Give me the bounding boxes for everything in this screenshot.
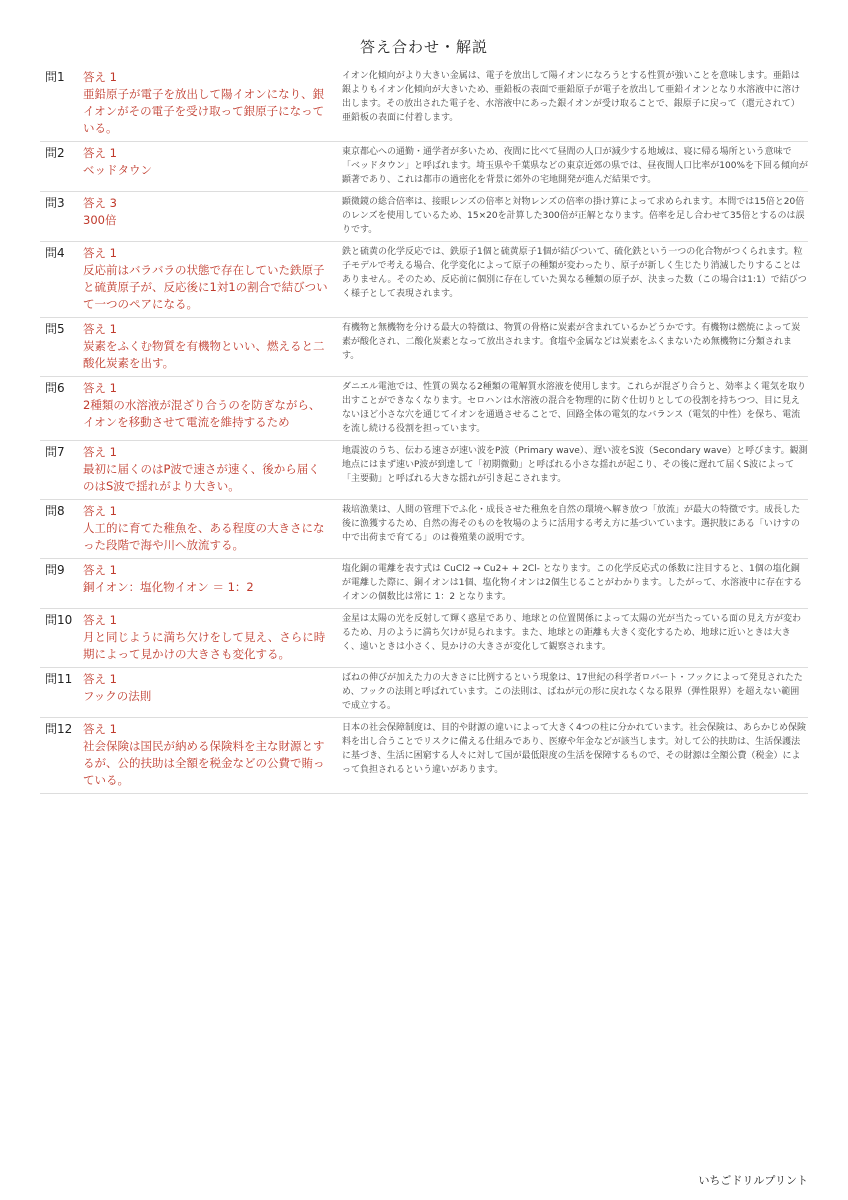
- answer-row: [40, 66, 808, 142]
- answer-label: 答え 1: [83, 70, 117, 84]
- answer-cell: [83, 671, 342, 713]
- question-number: 問7: [45, 445, 65, 459]
- answer-row: [40, 441, 808, 500]
- question-number: 問11: [45, 672, 73, 686]
- answer-label: 答え 1: [83, 322, 117, 336]
- explanation-text: 地震波のうち、伝わる速さが速い波をP波（Primary wave）、遅い波をS波（Secondary wave）と呼びます。観測地点にはまず速いP波が到達して「初期微動」と呼ばれる小さな揺れが起こり、その後に遅れて届くS波によって「主要動」と呼ばれる大きな揺れが引き起こされます。: [342, 446, 808, 484]
- answer-text: 月と同じように満ち欠けをして見え、さらに時期によって見かけの大きさも変化する。: [83, 630, 326, 661]
- answer-text: ベッドタウン: [83, 163, 152, 177]
- question-number: 問8: [45, 504, 65, 518]
- answer-label: 答え 1: [83, 672, 117, 686]
- page-title: 答え合わせ・解説: [359, 38, 488, 56]
- answer-cell: [83, 321, 342, 372]
- answer-table: [40, 66, 808, 794]
- question-number: 問3: [45, 196, 65, 210]
- explanation-text: 有機物と無機物を分ける最大の特徴は、物質の骨格に炭素が含まれているかどうかです。有機物は燃焼によって炭素が酸化され、二酸化炭素となって放出されます。食塩や金属などは炭素をふくまないため無機物に分類されます。: [342, 323, 801, 361]
- answer-row: [40, 318, 808, 377]
- answer-cell: [83, 612, 342, 663]
- answer-row: [40, 559, 808, 609]
- answer-row: [40, 242, 808, 318]
- answer-text: 2種類の水溶液が混ざり合うのを防ぎながら、イオンを移動させて電流を維持するため: [83, 398, 321, 429]
- answer-cell: [83, 69, 342, 137]
- answer-row: [40, 668, 808, 718]
- answer-label: 答え 1: [83, 146, 117, 160]
- answer-row: [40, 192, 808, 242]
- footer-brand: いちごドリルプリント: [698, 1174, 808, 1187]
- answer-text: 銅イオン：塩化物イオン ＝ 1：2: [83, 580, 254, 594]
- explanation-text: ばねの伸びが加えた力の大きさに比例するという現象は、17世紀の科学者ロバート・フックによって発見されたため、フックの法則と呼ばれています。この法則は、ばねが元の形に戻れなくなる限界（弾性限界）を超えない範囲で成立する。: [342, 673, 803, 711]
- explanation-text: イオン化傾向がより大きい金属は、電子を放出して陽イオンになろうとする性質が強いことを意味します。亜鉛は銀よりもイオン化傾向が大きいため、亜鉛板の表面で亜鉛原子が電子を放出して亜鉛イオンとなり水溶液中に溶け出します。その放出された電子を、水溶液中にあった銀イオンが受け取ることで、銀原子に戻って（還元されて）亜鉛板の表面に付着します。: [342, 71, 801, 123]
- answer-cell: [83, 721, 342, 789]
- explanation-text: 塩化銅の電離を表す式は CuCl2 → Cu2+ + 2Cl- となります。この化学反応式の係数に注目すると、1個の塩化銅が電離した際に、銅イオンは1個、塩化物イオンは2個生じることがわかります。したがって、水溶液中に存在するイオンの個数比は常に 1：2 となります。: [342, 564, 803, 602]
- answer-text: 社会保険は国民が納める保険料を主な財源とするが、公的扶助は全額を税金などの公費で賄っている。: [83, 739, 325, 787]
- answer-row: [40, 377, 808, 441]
- answer-text: 炭素をふくむ物質を有機物といい、燃えると二酸化炭素を出す。: [83, 339, 325, 370]
- answer-text: 300倍: [83, 213, 117, 227]
- answer-row: [40, 609, 808, 668]
- question-number: 問2: [45, 146, 65, 160]
- answer-label: 答え 1: [83, 563, 117, 577]
- answer-row: [40, 500, 808, 559]
- answer-cell: [83, 444, 342, 495]
- explanation-text: 栽培漁業は、人間の管理下でふ化・成長させた稚魚を自然の環境へ解き放つ「放流」が最大の特徴です。成長した後に漁獲するため、自然の海そのものを牧場のように活用する考え方に基づいています。選択肢にある「いけすの中で出荷まで育てる」のは養殖業の説明です。: [342, 505, 801, 543]
- question-number: 問9: [45, 563, 65, 577]
- explanation-text: 東京都心への通勤・通学者が多いため、夜間に比べて昼間の人口が減少する地域は、寝に帰る場所という意味で「ベッドタウン」と呼ばれます。埼玉県や千葉県などの東京近郊の県では、昼夜間人口比率が100%を下回る傾向が顕著であり、これは都市の過密化を背景に郊外の宅地開発が進んだ結果です。: [342, 147, 809, 185]
- question-number: 問1: [45, 70, 65, 84]
- question-number: 問12: [45, 722, 73, 736]
- answer-label: 答え 3: [83, 196, 117, 210]
- explanation-text: 鉄と硫黄の化学反応では、鉄原子1個と硫黄原子1個が結びついて、硫化鉄という一つの化合物がつくられます。粒子モデルで考える場合、化学変化によって原子の種類が変わったり、原子が新しく生じたり消滅したりすることはありません。そのため、反応前に個別に存在していた異なる種類の原子が、決まった数（この場合は1:1）で結びつく様子として表現されます。: [342, 247, 807, 299]
- answer-cell: [83, 145, 342, 187]
- question-number: 問4: [45, 246, 65, 260]
- question-number: 問5: [45, 322, 65, 336]
- answer-row: [40, 142, 808, 192]
- answer-label: 答え 1: [83, 445, 117, 459]
- answer-cell: [83, 195, 342, 237]
- explanation-text: ダニエル電池では、性質の異なる2種類の電解質水溶液を使用します。これらが混ざり合うと、効率よく電気を取り出すことができなくなります。セロハンは水溶液の混合を物理的に防ぐ仕切りとしての役割を持ちつつ、目に見えないほど小さな穴を通じてイオンを通過させることで、回路全体の電気的なバランス（電気的中性）を保ち、電流を流し続ける役割を担っています。: [342, 382, 807, 434]
- answer-label: 答え 1: [83, 613, 117, 627]
- answer-cell: [83, 562, 342, 604]
- answer-cell: [83, 380, 342, 436]
- question-number: 問6: [45, 381, 65, 395]
- answer-label: 答え 1: [83, 504, 117, 518]
- answer-text: 反応前はバラバラの状態で存在していた鉄原子と硫黄原子が、反応後に1対1の割合で結びついて一つのペアになる。: [83, 263, 328, 311]
- explanation-text: 顕微鏡の総合倍率は、接眼レンズの倍率と対物レンズの倍率の掛け算によって求められます。本問では15倍と20倍のレンズを使用しているため、15×20を計算した300倍が正解となります。倍率を足し合わせて35倍とするのは誤りです。: [342, 197, 805, 235]
- answer-label: 答え 1: [83, 722, 117, 736]
- answer-label: 答え 1: [83, 246, 117, 260]
- explanation-text: 金星は太陽の光を反射して輝く惑星であり、地球との位置関係によって太陽の光が当たっている面の見え方が変わるため、月のように満ち欠けが見られます。また、地球との距離も大きく変化するため、地球に近いときは大きく、遠いときは小さく、見かけの大きさが変化して観察されます。: [342, 614, 802, 652]
- answer-text: 亜鉛原子が電子を放出して陽イオンになり、銀イオンがその電子を受け取って銀原子になっている。: [83, 87, 325, 135]
- question-number: 問10: [45, 613, 73, 627]
- answer-cell: [83, 503, 342, 554]
- explanation-text: 日本の社会保障制度は、目的や財源の違いによって大きく4つの柱に分かれています。社会保険は、あらかじめ保険料を出し合うことでリスクに備える仕組みであり、医療や年金などが該当します。対して公的扶助は、生活保護法に基づき、生活に困窮する人々に対して国が最低限度の生活を保障するもので、その財源は全額公費（税金）によって負担されるという違いがあります。: [342, 723, 807, 775]
- answer-label: 答え 1: [83, 381, 117, 395]
- answer-row: [40, 718, 808, 794]
- answer-text: 最初に届くのはP波で速さが速く、後から届くのはS波で揺れがより大きい。: [83, 462, 320, 493]
- answer-text: フックの法則: [83, 689, 152, 703]
- answer-cell: [83, 245, 342, 313]
- answer-text: 人工的に育てた稚魚を、ある程度の大きさになった段階で海や川へ放流する。: [83, 521, 325, 552]
